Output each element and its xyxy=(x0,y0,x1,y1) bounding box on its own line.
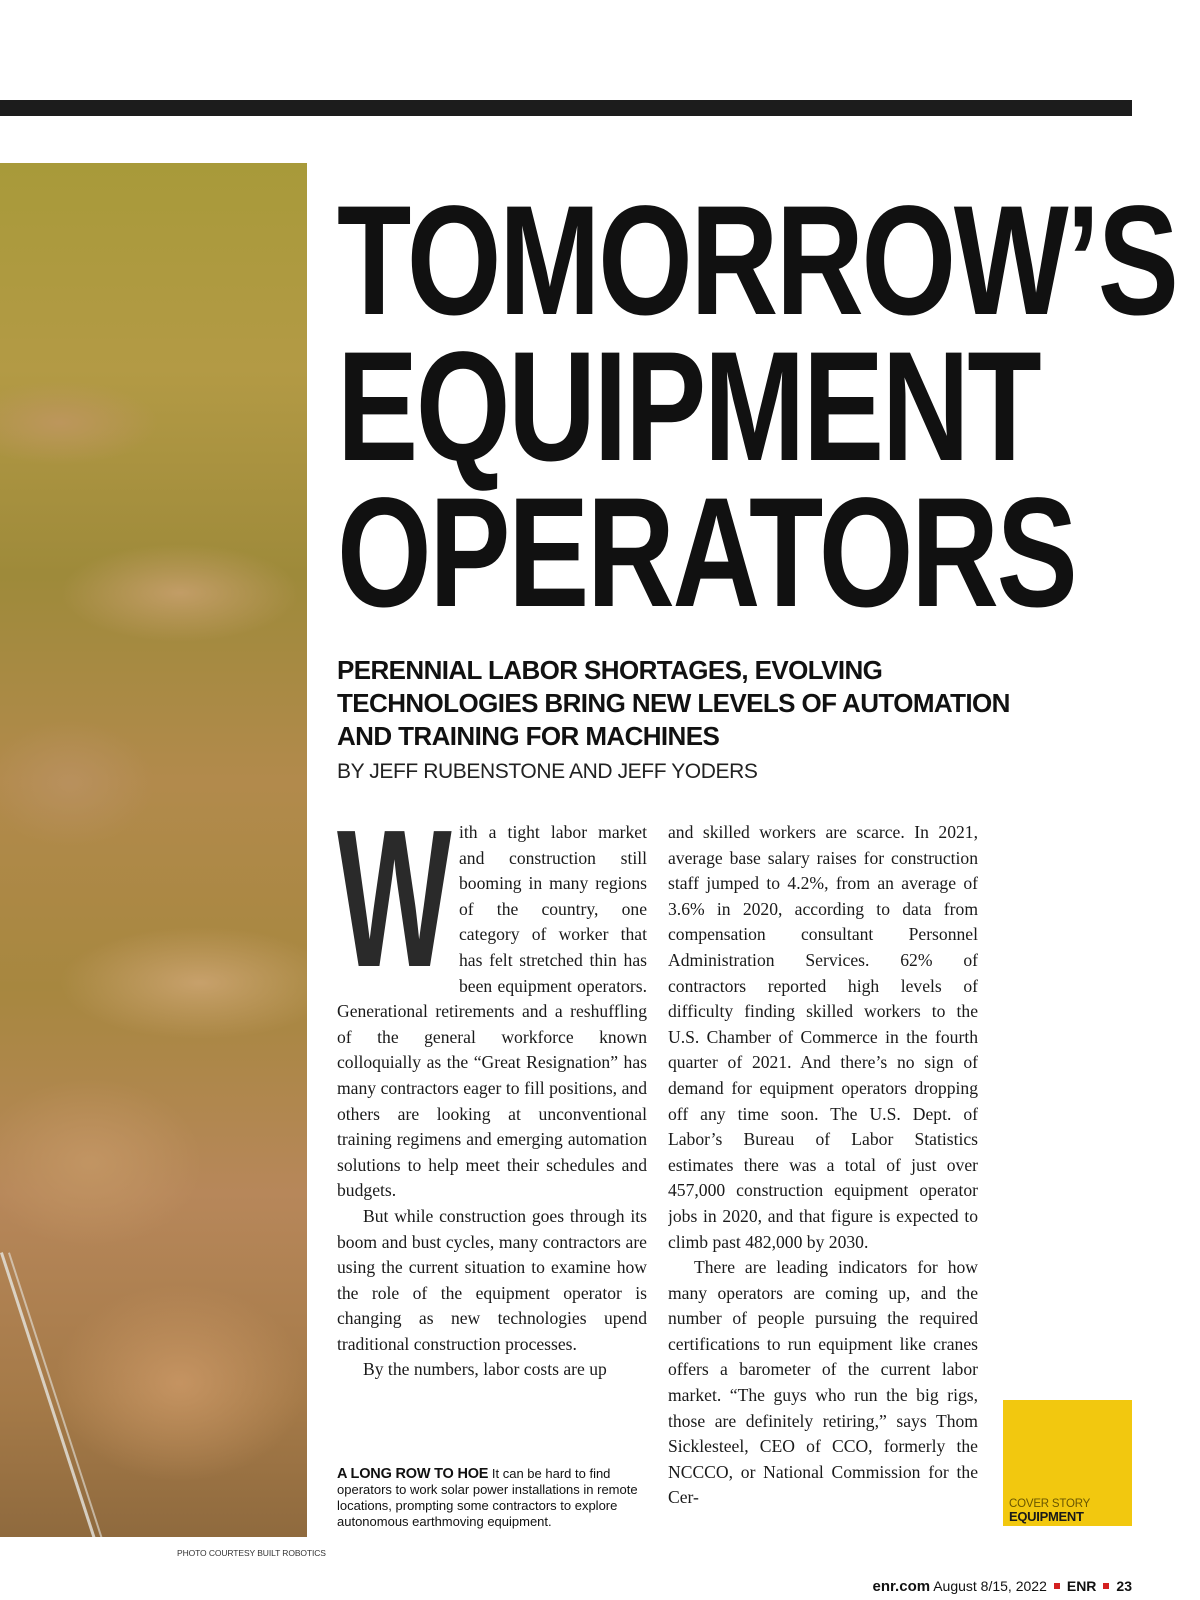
top-rule xyxy=(0,100,1132,116)
page-number: 23 xyxy=(1116,1578,1132,1594)
section-label: EQUIPMENT xyxy=(1009,1509,1084,1524)
drop-cap: W xyxy=(337,820,452,1008)
body-paragraph: and skilled workers are scarce. In 2021, average base salary raises for construction staff jumped to 4.2%, from an average of 3.6% in 2020, according to data from compensation consultant Personnel Administration Services. 62% of contractors reported high levels of difficulty finding skilled workers to the U.S. Chamber of Commerce in the fourth quarter of 2021. And there’s no sign of demand for equipment operators dropping off any time soon. The U.S. Dept. of Labor’s Bureau of Labor Statistics estimates there was a total of just over 457,000 construction equipment operator jobs in 2020, and that figure is expected to climb past 482,000 by 2030. xyxy=(668,822,978,1252)
folio-separator xyxy=(1054,1583,1060,1589)
folio-date: August 8/15, 2022 xyxy=(933,1578,1047,1594)
folio-site: enr.com xyxy=(872,1578,931,1595)
photo-wire-line xyxy=(8,1252,171,1537)
body-paragraph xyxy=(337,820,647,1204)
byline: BY JEFF RUBENSTONE AND JEFF YODERS xyxy=(337,760,758,783)
caption-lead: A LONG ROW TO HOE xyxy=(337,1466,489,1482)
headline xyxy=(337,174,1177,640)
headline-line-1: TOMORROW’S xyxy=(337,174,1177,348)
body-column-2 xyxy=(668,820,978,1540)
body-column-1 xyxy=(337,820,647,1400)
cover-photo-solar-field xyxy=(0,163,307,1537)
section-kicker: COVER STORY xyxy=(1009,1498,1091,1510)
body-text: ith a tight labor market and construction still booming in many regions of the country, one category of worker that has felt stretched thin has been equipment operators. Generational retirements and a reshuffling of the general workforce known colloquially as the “Great Resignation” has many contractors eager to fill positions, and others are looking at unconventional training regimens and emerging automation solutions to help meet their schedules and budgets. xyxy=(337,822,647,1201)
folio xyxy=(873,1578,1132,1595)
photo-credit: PHOTO COURTESY BUILT ROBOTICS xyxy=(177,1548,326,1558)
body-paragraph: By the numbers, labor costs are up xyxy=(363,1359,607,1380)
photo-caption xyxy=(337,1466,647,1530)
body-paragraph: But while construction goes through its boom and bust cycles, many contractors are using the current situation to examine how the role of the equipment operator is changing as new technologies upend traditional construction processes. xyxy=(337,1205,647,1354)
headline-line-2: EQUIPMENT xyxy=(337,320,1040,494)
photo-wire-line xyxy=(0,1252,164,1537)
deck-subheadline: PERENNIAL LABOR SHORTAGES, EVOLVING TECHNOLOGIES BRING NEW LEVELS OF AUTOMATION AND TRAINING FOR MACHINES xyxy=(337,655,1010,751)
section-tag xyxy=(1003,1400,1132,1526)
body-paragraph: There are leading indicators for how many operators are coming up, and the number of people pursuing the required certifications to run equipment like cranes offers a barometer of the current labor market. “The guys who run the big rigs, those are definitely retiring,” says Thom Sicklesteel, CEO of CCO, formerly the NCCCO, or National Commission for the Cer- xyxy=(668,1257,978,1508)
caption-text: It can be hard to find operators to work solar power installations in remote locations, prompting some contractors to explore autonomous earthmoving equipment. xyxy=(337,1466,638,1529)
folio-publication: ENR xyxy=(1066,1578,1097,1594)
headline-line-3: OPERATORS xyxy=(337,466,1076,640)
folio-separator xyxy=(1103,1583,1109,1589)
